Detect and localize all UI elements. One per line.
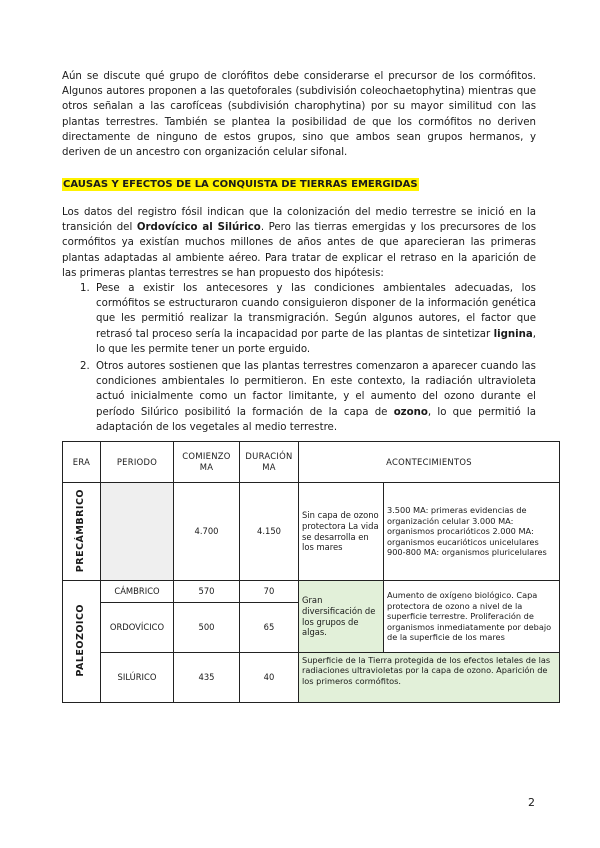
periodo-empty-cell	[101, 483, 174, 581]
list-item	[62, 359, 536, 435]
list-bold-text: lignina	[493, 328, 533, 340]
event-cell: 3.500 MA: primeras evidencias de organización celular 3.000 MA: organismos procarióticos 2.000 MA: organismos eucarióticos unicelulares 900-800 MA: organismos pluricelulares	[384, 483, 560, 581]
list-text: Pese a existir los antecesores y las condiciones ambientales adecuadas, los cormófitos se estructuraron cuando consiguieron disponer de la información genética que les permitió realizar la transmigración. Según algunos autores, el factor que retrasó tal proceso sería la incapacidad por parte de las plantas de sintetizar	[96, 283, 536, 340]
era-label: PALEOZOICO	[75, 603, 87, 677]
list-bold-text: ozono	[393, 406, 428, 418]
event-cell: Aumento de oxígeno biológico. Capa protectora de ozono a nivel de la superficie terrestre. Proliferación de organismos inmediatamente por debajo de la superficie de los mares	[384, 581, 560, 653]
list-number: 1.	[80, 283, 90, 294]
header-periodo: PERIODO	[101, 442, 174, 483]
comienzo-cell: 500	[174, 603, 240, 653]
intro-paragraph: Aún se discute qué grupo de clorófitos debe considerarse el precursor de los cormófitos. Algunos autores proponen a las quetoforales (subdivisión coleochaetophytina) mientras que otros señalan a las carofíceas (subdivisión charophytina) por su mayor similitud con las plantas terrestres. También se plantea la posibilidad de que los cormófitos no deriven directamente de ninguno de estos grupos, sino que ambos sean grupos hermanos, y deriven de un ancestro con organización celular sifonal.	[62, 71, 536, 159]
hypotheses-list	[62, 281, 536, 437]
fossil-record-paragraph	[62, 205, 536, 281]
paragraph-bold-text: Ordovícico al Silúrico	[136, 222, 261, 234]
table-row-silurico	[63, 653, 560, 703]
header-era: ERA	[63, 442, 101, 483]
periodo-cell: CÁMBRICO	[101, 581, 174, 603]
list-number: 2.	[80, 361, 90, 373]
header-comienzo: COMIENZO MA	[174, 442, 240, 483]
table-row-cambrico	[63, 581, 560, 603]
table-header-row	[63, 442, 560, 483]
era-label: PRECÁMBRICO	[75, 488, 87, 572]
header-acontecimientos: ACONTECIMIENTOS	[299, 442, 560, 483]
duracion-cell: 65	[240, 603, 299, 653]
duracion-cell: 70	[240, 581, 299, 603]
paragraph-text: Los datos del registro fósil indican que la colonización del medio terrestre se inició en la transición del	[62, 207, 536, 234]
duracion-cell: 40	[240, 653, 299, 703]
comienzo-cell: 435	[174, 653, 240, 703]
comienzo-cell: 570	[174, 581, 240, 603]
page-number: 2	[528, 796, 535, 809]
section-heading: CAUSAS Y EFECTOS DE LA CONQUISTA DE TIERRAS EMERGIDAS	[63, 179, 418, 190]
list-text: , lo que les permite tener un porte erguido.	[96, 328, 536, 355]
event-cell: Gran diversificación de los grupos de algas.	[299, 581, 384, 653]
era-paleozoico	[63, 581, 101, 703]
periodo-cell: ORDOVÍCICO	[101, 603, 174, 653]
era-precambrico	[63, 483, 101, 581]
comienzo-cell: 4.700	[174, 483, 240, 581]
event-cell: Superficie de la Tierra protegida de los efectos letales de las radiaciones ultravioletas por la capa de ozono. Aparición de los primeros cormófitos.	[299, 653, 560, 703]
duracion-cell: 4.150	[240, 483, 299, 581]
event-cell: Sin capa de ozono protectora La vida se desarrolla en los mares	[299, 483, 384, 581]
header-duracion: DURACIÓN MA	[240, 442, 299, 483]
list-item	[62, 281, 536, 357]
list-text: Otros autores sostienen que las plantas terrestres comenzaron a aparecer cuando las condiciones ambientales lo permitieron. En este contexto, la radiación ultravioleta actuó inicialmente como un factor limitante, y el aumento del ozono durante el período Silúrico posibilitó la formación de la capa de	[96, 361, 536, 418]
geologic-era-table	[62, 441, 560, 703]
paragraph-text: . Pero las tierras emergidas y los precursores de los cormófitos ya existían muchos millones de años antes de que aparecieran las primeras plantas adaptadas al ambiente aéreo. Para tratar de explicar el retraso en la aparición de las primeras plantas terrestres se han propuesto dos hipótesis:	[62, 222, 537, 279]
list-text: , lo que permitió la adaptación de los vegetales al medio terrestre.	[96, 406, 536, 433]
table-row-precambrico	[63, 483, 560, 581]
periodo-cell: SILÚRICO	[101, 653, 174, 703]
